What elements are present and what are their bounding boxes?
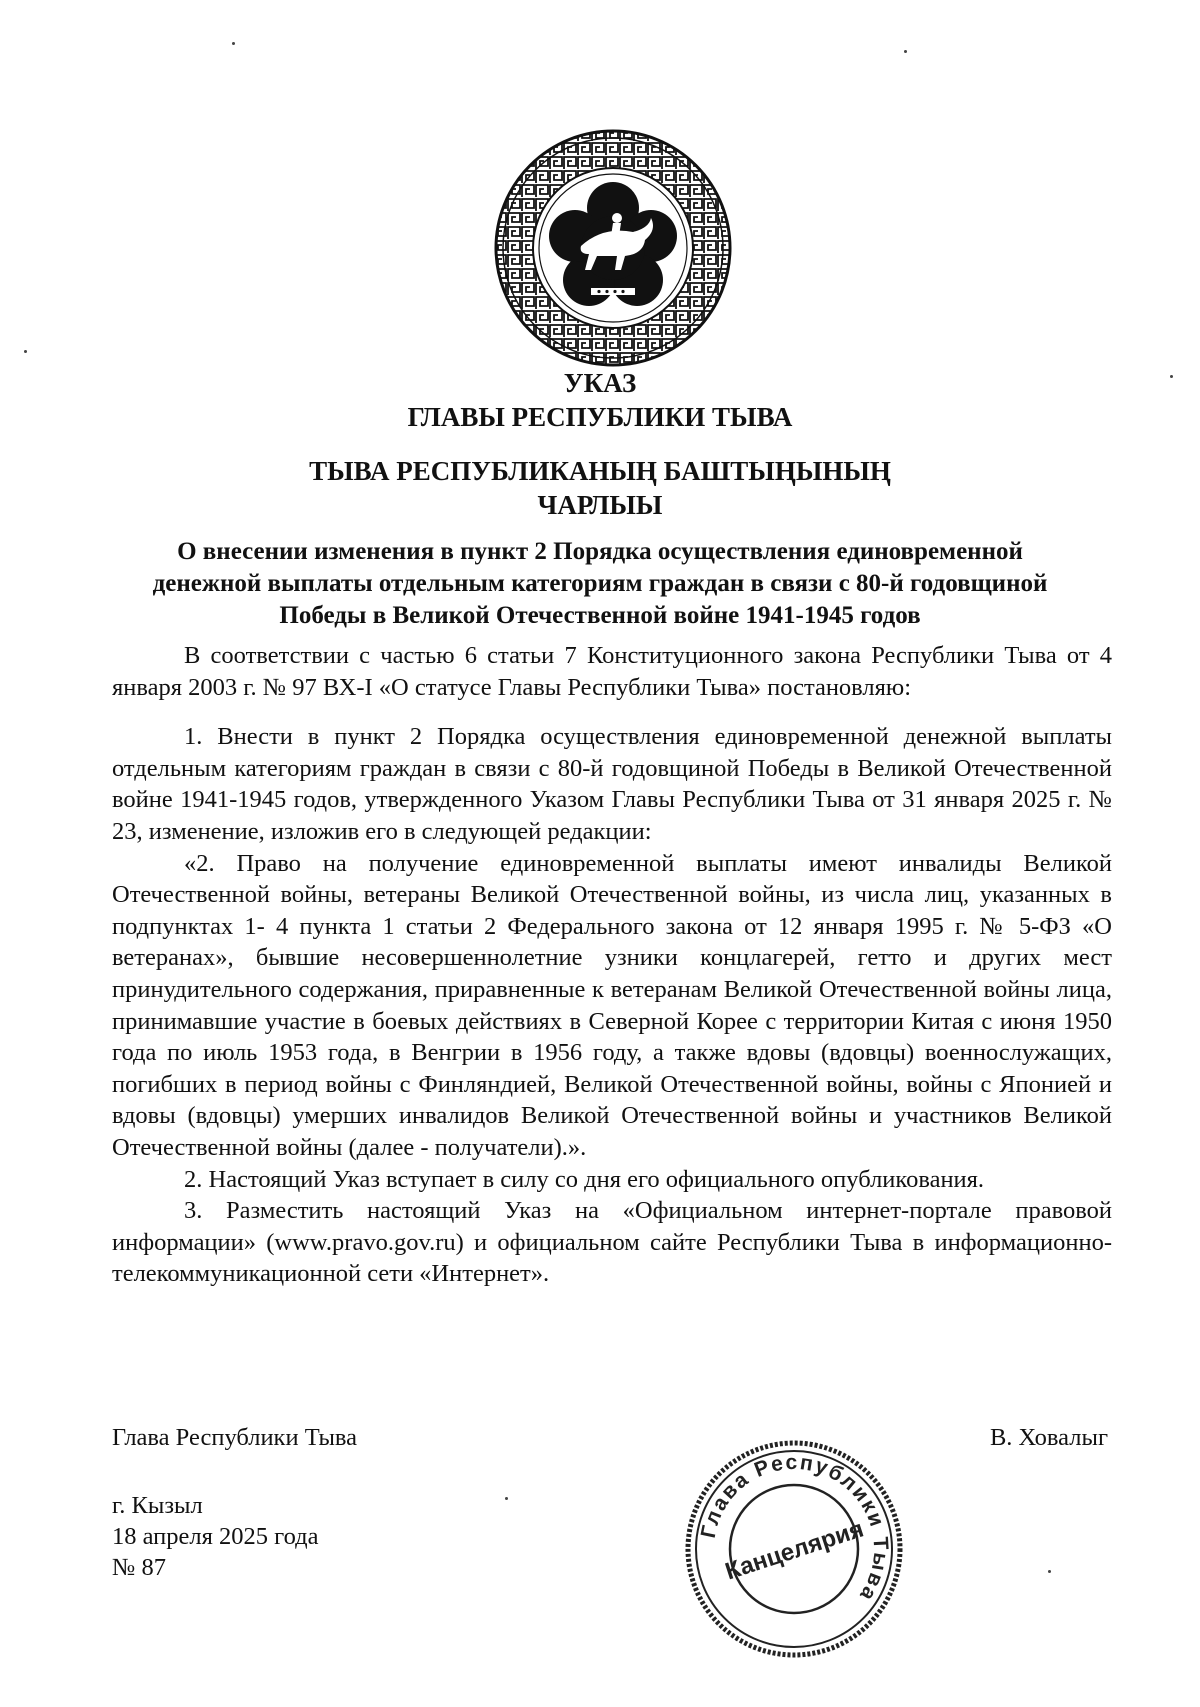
decree-title-tyv-line1: ТЫВА РЕСПУБЛИКАНЫҢ БАШТЫҢЫНЫҢ: [309, 456, 891, 486]
decree-title-tyv-line2: ЧАРЛЫЫ: [537, 490, 663, 520]
decree-date: 18 апреля 2025 года: [112, 1523, 319, 1550]
decree-title-ru-line2: ГЛАВЫ РЕСПУБЛИКИ ТЫВА: [407, 402, 793, 432]
decree-city: г. Кызыл: [112, 1492, 203, 1519]
scan-speck: [232, 42, 235, 45]
official-stamp: [683, 1438, 905, 1660]
decree-subject-line1: О внесении изменения в пункт 2 Порядка осуществления единовременной: [177, 538, 1023, 565]
svg-text:Глава Республики Тыва: Глава Республики Тыва: [696, 1450, 893, 1607]
decree-title-ru-line1: УКАЗ: [563, 368, 637, 398]
item-1-paragraph: 1. Внести в пункт 2 Порядка осуществления единовременной денежной выплаты отдельным категориям граждан в связи с 80-й годовщиной Победы в Великой Отечественной войне 1941-1945 годов, утвержденного Указом Главы Республики Тыва от 31 января 2025 г. № 23, изменение, изложив его в следующей редакции:: [112, 723, 1112, 845]
preamble-paragraph: В соответствии с частью 6 статьи 7 Конституционного закона Республики Тыва от 4 января 2003 г. № 97 ВХ-I «О статусе Главы Республики Тыва» постановляю:: [112, 642, 1112, 701]
scan-speck: [1048, 1570, 1051, 1573]
signatory-position: Глава Республики Тыва: [112, 1424, 358, 1451]
decree-subject-line2: денежной выплаты отдельным категориям граждан в связи с 80-й годовщиной: [152, 570, 1048, 597]
item-1-quote-paragraph: «2. Право на получение единовременной выплаты имеют инвалиды Великой Отечественной войны, ветераны Великой Отечественной войны, из числа лиц, указанных в подпунктах 1- 4 пункта 1 статьи 2 Федерального закона от 12 января 1995 г. № 5-ФЗ «О ветеранах», бывшие несовершеннолетние узники концлагерей, гетто и других мест принудительного содержания, приравненные к ветеранам Великой Отечественной войны лица, принимавшие участие в боевых действиях в Северной Корее с территории Китая с июня 1950 года по июль 1953 года, в Венгрии в 1956 году, а также вдовы (вдовцы) военнослужащих, погибших в период войны с Финляндией, Великой Отечественной войны, войны с Японией и вдовы (вдовцы) умерших инвалидов Великой Отечественной войны и участников Великой Отечественной войны (далее - получатели).».: [112, 849, 1112, 1161]
signatory-name: В. Ховалыг: [989, 1424, 1108, 1451]
decree-title-ru: [0, 366, 1200, 434]
scan-speck: [904, 50, 907, 53]
scan-speck: [24, 350, 27, 353]
coat-of-arms-emblem: [493, 128, 733, 368]
decree-subject: [0, 536, 1200, 632]
decree-body: [112, 640, 1112, 1290]
decree-subject-line3: Победы в Великой Отечественной войне 1941-1945 годов: [279, 602, 921, 629]
decree-footer: [112, 1490, 318, 1583]
scan-speck: [1170, 375, 1173, 378]
scan-speck: [505, 1497, 508, 1500]
svg-text:Канцелярия: Канцелярия: [722, 1515, 867, 1586]
item-2-paragraph: 2. Настоящий Указ вступает в силу со дня его официального опубликования.: [184, 1165, 985, 1193]
decree-title-tyv: [0, 454, 1200, 522]
item-3-paragraph: 3. Разместить настоящий Указ на «Официальном интернет-портале правовой информации» (www.pravo.gov.ru) и официальном сайте Республики Тыва в информационно-телекоммуникационной сети «Интернет».: [112, 1197, 1112, 1288]
decree-number: № 87: [112, 1554, 167, 1581]
